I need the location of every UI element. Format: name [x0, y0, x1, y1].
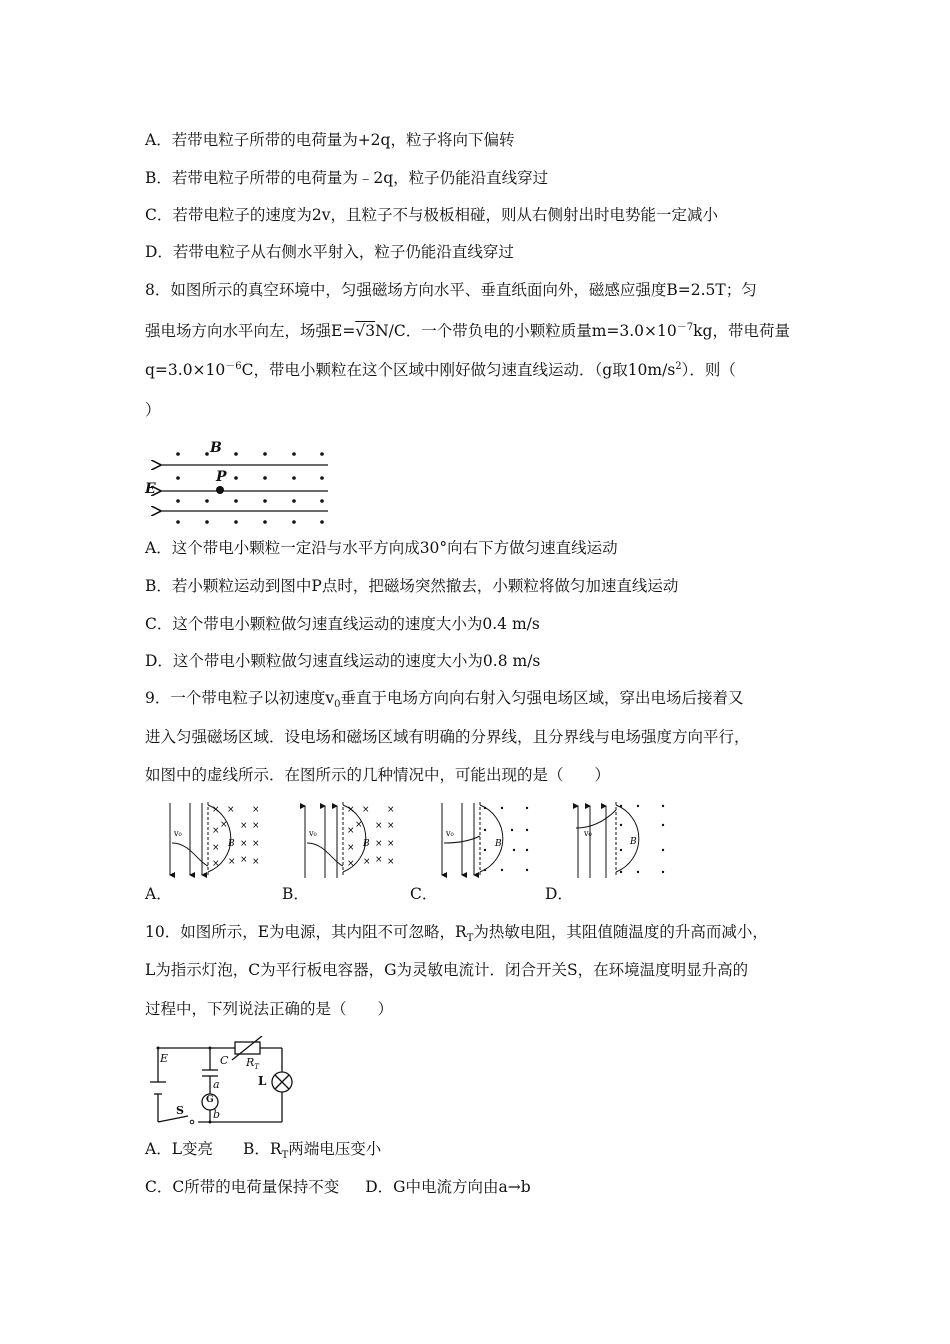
label-e: E — [145, 481, 156, 497]
q8-stem-line4: ） — [145, 401, 161, 419]
svg-text:×: × — [212, 826, 220, 836]
q8-stem-line1: 8．如图所示的真空环境中，匀强磁场方向水平、垂直纸面向外，磁感应强度B=2.5T；匀 — [145, 281, 757, 299]
svg-text:×: × — [375, 855, 383, 865]
label-b: b — [213, 1108, 221, 1121]
svg-text:×: × — [375, 839, 383, 849]
svg-text:×: × — [387, 839, 395, 849]
svg-text:v₀: v₀ — [174, 829, 182, 838]
svg-text:B: B — [228, 839, 235, 849]
q7-option-d: D．若带电粒子从右侧水平射入，粒子仍能沿直线穿过 — [145, 243, 514, 261]
q10-option-b: B．$R_T$两端电压变小 — [243, 1140, 382, 1162]
svg-text:×: × — [375, 821, 383, 831]
q8-field-figure — [140, 438, 340, 530]
svg-text:v₀: v₀ — [309, 829, 317, 838]
q9-stem-line1: 9．一个带电粒子以初速度$v_0$垂直于电场方向向右射入匀强电场区域，穿出电场后接着又 — [145, 689, 744, 711]
svg-text:×: × — [252, 805, 260, 815]
q9-label-a: A． — [145, 885, 172, 903]
q8-option-c: C．这个带电小颗粒做匀速直线运动的速度大小为0.4 m/s — [145, 615, 540, 633]
particle-p — [216, 486, 224, 494]
svg-text:v₀: v₀ — [584, 829, 592, 838]
q9-label-d: D． — [545, 885, 573, 903]
label-rt: $R_T$ — [246, 1056, 259, 1072]
q9-stem-line2: 进入匀强磁场区域．设电场和磁场区域有明确的分界线，且分界线与电场强度方向平行， — [145, 728, 750, 746]
q7-option-b: B．若带电粒子所带的电荷量为﹣2q，粒子仍能沿直线穿过 — [145, 169, 549, 187]
q7-option-c: C．若带电粒子的速度为2v，且粒子不与极板相碰，则从右侧射出时电势能一定减小 — [145, 206, 718, 224]
label-c: C — [220, 1054, 229, 1067]
q7-option-a: A．若带电粒子所带的电荷量为+2q，粒子将向下偏转 — [145, 131, 515, 149]
q9-label-c: C． — [410, 885, 438, 903]
svg-text:×: × — [252, 839, 260, 849]
svg-text:×: × — [240, 855, 248, 865]
svg-text:B: B — [363, 839, 370, 849]
q8-stem-line2: 强电场方向水平向左，场强E=√3N/C．一个带负电的小颗粒质量$m=3.0\times 10^{-7}kg$，带电荷量 — [145, 322, 790, 341]
svg-text:×: × — [347, 826, 355, 836]
label-p: P — [216, 469, 227, 485]
svg-text:×: × — [252, 821, 260, 831]
q8-option-b: B．若小颗粒运动到图中P点时，把磁场突然撤去，小颗粒将做匀加速直线运动 — [145, 577, 679, 595]
q10-options-cd — [145, 1177, 531, 1197]
q8-option-d: D．这个带电小颗粒做匀速直线运动的速度大小为0.8 m/s — [145, 652, 541, 670]
svg-text:×: × — [212, 805, 220, 815]
label-e: E — [160, 1052, 169, 1065]
svg-text:v₀: v₀ — [446, 829, 454, 838]
label-g: G — [206, 1095, 214, 1105]
q10-stem-line2: L为指示灯泡，C为平行板电容器，G为灵敏电流计．闭合开关S，在环境温度明显升高的 — [145, 961, 749, 979]
svg-text:×: × — [363, 857, 371, 867]
svg-text:×: × — [227, 805, 235, 815]
label-a: a — [213, 1078, 220, 1091]
svg-text:×: × — [347, 859, 355, 869]
svg-text:×: × — [347, 843, 355, 853]
svg-text:×: × — [212, 843, 220, 853]
q10-option-a: A．L变亮 — [145, 1140, 213, 1158]
q10-stem-line3: 过程中，下列说法正确的是（ ） — [145, 1000, 394, 1018]
svg-text:×: × — [212, 859, 220, 869]
q8-option-a: A．这个带电小颗粒一定沿与水平方向成30°向右下方做匀速直线运动 — [145, 539, 618, 557]
svg-text:×: × — [387, 821, 395, 831]
svg-text:×: × — [220, 820, 228, 830]
svg-text:×: × — [387, 857, 395, 867]
q10-stem-line1: 10．如图所示，E为电源，其内阻不可忽略，$R_T$为热敏电阻，其阻值随温度的升高而减小， — [145, 923, 768, 945]
svg-text:B: B — [630, 837, 637, 847]
q9-label-b: B． — [282, 885, 309, 903]
sqrt3: √3 — [355, 322, 376, 341]
q9-figures — [160, 800, 680, 882]
svg-text:×: × — [252, 857, 260, 867]
svg-text:×: × — [387, 805, 395, 815]
svg-text:×: × — [240, 839, 248, 849]
field-diagram — [140, 438, 340, 530]
label-b: B — [210, 440, 222, 456]
q10-option-d: D．G中电流方向由a→b — [365, 1178, 531, 1196]
svg-text:×: × — [228, 857, 236, 867]
label-l: L — [258, 1074, 267, 1088]
svg-text:×: × — [355, 820, 363, 830]
q10-options-ab — [145, 1139, 381, 1166]
svg-text:B: B — [495, 839, 502, 849]
svg-text:×: × — [240, 821, 248, 831]
q8-stem-line3: $q=3.0\times 10^{-6}C$，带电小颗粒在这个区域中刚好做匀速直线运动．（g取$10m/s^2$）．则（ — [145, 361, 736, 380]
svg-text:×: × — [362, 805, 370, 815]
label-s: S — [176, 1104, 184, 1117]
q10-option-c: C．C所带的电荷量保持不变 — [145, 1178, 340, 1196]
q10-circuit — [140, 1036, 300, 1132]
q9-stem-line3: 如图中的虚线所示．在图所示的几种情况中，可能出现的是（ ） — [145, 766, 611, 784]
q9-diagram — [160, 800, 680, 882]
svg-text:×: × — [347, 805, 355, 815]
